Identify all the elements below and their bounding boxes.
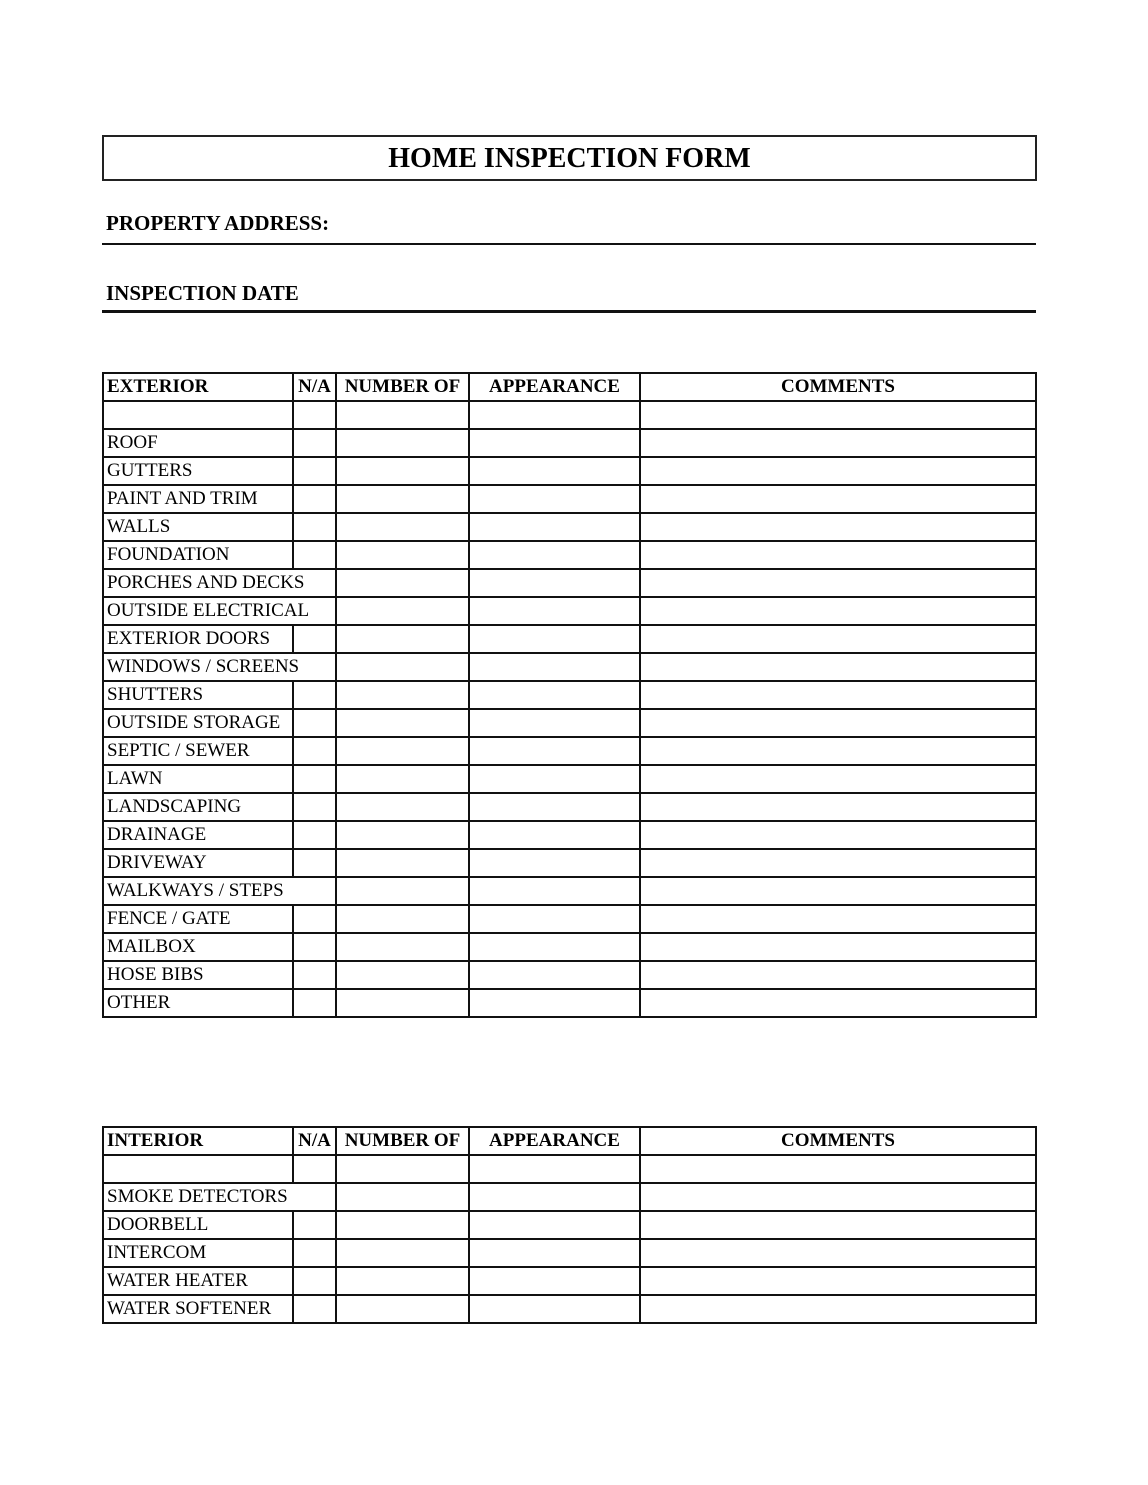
table-row: [103, 905, 1036, 933]
comments-cell[interactable]: [640, 485, 1036, 513]
table-row: [103, 485, 1036, 513]
table-row: [103, 737, 1036, 765]
number-of-cell[interactable]: [336, 1155, 469, 1183]
appearance-cell[interactable]: [469, 905, 640, 933]
na-cell[interactable]: [293, 709, 336, 737]
appearance-cell[interactable]: [469, 541, 640, 569]
appearance-cell[interactable]: [469, 625, 640, 653]
item-label: MAILBOX: [103, 933, 293, 961]
col-na-header: N/A: [293, 373, 336, 401]
appearance-cell[interactable]: [469, 401, 640, 429]
appearance-cell[interactable]: [469, 485, 640, 513]
item-label: WALKWAYS / STEPS: [103, 877, 336, 905]
appearance-cell[interactable]: [469, 429, 640, 457]
item-label: ROOF: [103, 429, 293, 457]
appearance-cell[interactable]: [469, 1295, 640, 1323]
na-cell[interactable]: [293, 1239, 336, 1267]
comments-cell[interactable]: [640, 709, 1036, 737]
number-of-cell[interactable]: [336, 737, 469, 765]
na-cell[interactable]: [293, 513, 336, 541]
na-cell[interactable]: [293, 1295, 336, 1323]
comments-cell[interactable]: [640, 877, 1036, 905]
table-row: [103, 1183, 1036, 1211]
na-cell[interactable]: [293, 989, 336, 1017]
number-of-cell[interactable]: [336, 485, 469, 513]
number-of-cell[interactable]: [336, 709, 469, 737]
table-row: [103, 1295, 1036, 1323]
appearance-cell[interactable]: [469, 933, 640, 961]
table-row: [103, 597, 1036, 625]
na-cell[interactable]: [293, 1155, 336, 1183]
item-label: PORCHES AND DECKS: [103, 569, 336, 597]
na-cell[interactable]: [293, 905, 336, 933]
appearance-cell[interactable]: [469, 765, 640, 793]
number-of-cell[interactable]: [336, 1267, 469, 1295]
comments-cell[interactable]: [640, 513, 1036, 541]
item-label: [103, 401, 293, 429]
item-label: INTERCOM: [103, 1239, 293, 1267]
item-label: SMOKE DETECTORS: [103, 1183, 336, 1211]
col-number-of-header: NUMBER OF: [336, 373, 469, 401]
inspection-date-label: INSPECTION DATE: [106, 281, 299, 305]
comments-cell[interactable]: [640, 653, 1036, 681]
table-row: [103, 513, 1036, 541]
na-cell[interactable]: [293, 625, 336, 653]
number-of-cell[interactable]: [336, 961, 469, 989]
table-row: [103, 1211, 1036, 1239]
item-label: LAWN: [103, 765, 293, 793]
appearance-cell[interactable]: [469, 877, 640, 905]
property-address-field[interactable]: [102, 211, 1036, 245]
na-cell[interactable]: [293, 849, 336, 877]
number-of-cell[interactable]: [336, 849, 469, 877]
na-cell[interactable]: [293, 821, 336, 849]
na-cell[interactable]: [293, 1211, 336, 1239]
table-row: [103, 653, 1036, 681]
appearance-cell[interactable]: [469, 709, 640, 737]
col-comments-header: COMMENTS: [640, 1127, 1036, 1155]
table-row: [103, 933, 1036, 961]
table-row: [103, 569, 1036, 597]
table-row: [103, 429, 1036, 457]
item-label: WATER HEATER: [103, 1267, 293, 1295]
table-row: [103, 709, 1036, 737]
appearance-cell[interactable]: [469, 457, 640, 485]
table-row: [103, 793, 1036, 821]
number-of-cell[interactable]: [336, 989, 469, 1017]
na-cell[interactable]: [293, 961, 336, 989]
comments-cell[interactable]: [640, 681, 1036, 709]
number-of-cell[interactable]: [336, 513, 469, 541]
comments-cell[interactable]: [640, 737, 1036, 765]
interior-header-row: [103, 1127, 1036, 1155]
number-of-cell[interactable]: [336, 569, 469, 597]
item-label: OUTSIDE STORAGE: [103, 709, 293, 737]
number-of-cell[interactable]: [336, 597, 469, 625]
comments-cell[interactable]: [640, 597, 1036, 625]
number-of-cell[interactable]: [336, 457, 469, 485]
col-appearance-header: APPEARANCE: [469, 1127, 640, 1155]
table-row: [103, 681, 1036, 709]
item-label: FENCE / GATE: [103, 905, 293, 933]
table-row: [103, 457, 1036, 485]
comments-cell[interactable]: [640, 429, 1036, 457]
item-label: SEPTIC / SEWER: [103, 737, 293, 765]
item-label: WINDOWS / SCREENS: [103, 653, 336, 681]
exterior-header-row: [103, 373, 1036, 401]
na-cell[interactable]: [293, 429, 336, 457]
number-of-cell[interactable]: [336, 905, 469, 933]
exterior-table: [102, 372, 1037, 1018]
table-row: [103, 877, 1036, 905]
item-label: DRIVEWAY: [103, 849, 293, 877]
item-label: [103, 1155, 293, 1183]
appearance-cell[interactable]: [469, 597, 640, 625]
number-of-cell[interactable]: [336, 401, 469, 429]
number-of-cell[interactable]: [336, 681, 469, 709]
comments-cell[interactable]: [640, 625, 1036, 653]
na-cell[interactable]: [293, 933, 336, 961]
property-address-underline: [102, 243, 1036, 245]
na-cell[interactable]: [293, 457, 336, 485]
number-of-cell[interactable]: [336, 765, 469, 793]
appearance-cell[interactable]: [469, 737, 640, 765]
item-label: OUTSIDE ELECTRICAL: [103, 597, 336, 625]
number-of-cell[interactable]: [336, 653, 469, 681]
table-row: [103, 401, 1036, 429]
comments-cell[interactable]: [640, 821, 1036, 849]
item-label: GUTTERS: [103, 457, 293, 485]
comments-cell[interactable]: [640, 961, 1036, 989]
table-row: [103, 625, 1036, 653]
interior-table: [102, 1126, 1037, 1324]
item-label: SHUTTERS: [103, 681, 293, 709]
appearance-cell[interactable]: [469, 569, 640, 597]
na-cell[interactable]: [293, 765, 336, 793]
table-row: [103, 821, 1036, 849]
comments-cell[interactable]: [640, 849, 1036, 877]
item-label: EXTERIOR DOORS: [103, 625, 293, 653]
table-row: [103, 541, 1036, 569]
number-of-cell[interactable]: [336, 625, 469, 653]
na-cell[interactable]: [293, 793, 336, 821]
form-title: HOME INSPECTION FORM: [388, 143, 751, 174]
item-label: OTHER: [103, 989, 293, 1017]
comments-cell[interactable]: [640, 1267, 1036, 1295]
appearance-cell[interactable]: [469, 681, 640, 709]
table-row: [103, 1239, 1036, 1267]
number-of-cell[interactable]: [336, 1211, 469, 1239]
item-label: WALLS: [103, 513, 293, 541]
appearance-cell[interactable]: [469, 653, 640, 681]
comments-cell[interactable]: [640, 1211, 1036, 1239]
comments-cell[interactable]: [640, 905, 1036, 933]
item-label: LANDSCAPING: [103, 793, 293, 821]
item-label: DOORBELL: [103, 1211, 293, 1239]
appearance-cell[interactable]: [469, 961, 640, 989]
item-label: DRAINAGE: [103, 821, 293, 849]
item-label: PAINT AND TRIM: [103, 485, 293, 513]
appearance-cell[interactable]: [469, 1267, 640, 1295]
number-of-cell[interactable]: [336, 1239, 469, 1267]
comments-cell[interactable]: [640, 989, 1036, 1017]
na-cell[interactable]: [293, 485, 336, 513]
appearance-cell[interactable]: [469, 989, 640, 1017]
col-comments-header: COMMENTS: [640, 373, 1036, 401]
na-cell[interactable]: [293, 401, 336, 429]
number-of-cell[interactable]: [336, 933, 469, 961]
item-label: HOSE BIBS: [103, 961, 293, 989]
inspection-date-field[interactable]: [102, 281, 1036, 315]
na-cell[interactable]: [293, 541, 336, 569]
number-of-cell[interactable]: [336, 541, 469, 569]
appearance-cell[interactable]: [469, 1211, 640, 1239]
appearance-cell[interactable]: [469, 849, 640, 877]
comments-cell[interactable]: [640, 1155, 1036, 1183]
appearance-cell[interactable]: [469, 821, 640, 849]
appearance-cell[interactable]: [469, 793, 640, 821]
appearance-cell[interactable]: [469, 513, 640, 541]
comments-cell[interactable]: [640, 1183, 1036, 1211]
item-label: FOUNDATION: [103, 541, 293, 569]
number-of-cell[interactable]: [336, 821, 469, 849]
item-label: WATER SOFTENER: [103, 1295, 293, 1323]
inspection-date-underline: [102, 310, 1036, 313]
na-cell[interactable]: [293, 681, 336, 709]
comments-cell[interactable]: [640, 1295, 1036, 1323]
number-of-cell[interactable]: [336, 1183, 469, 1211]
comments-cell[interactable]: [640, 569, 1036, 597]
property-address-label: PROPERTY ADDRESS:: [106, 211, 330, 235]
appearance-cell[interactable]: [469, 1155, 640, 1183]
na-cell[interactable]: [293, 1267, 336, 1295]
na-cell[interactable]: [293, 737, 336, 765]
comments-cell[interactable]: [640, 457, 1036, 485]
number-of-cell[interactable]: [336, 429, 469, 457]
appearance-cell[interactable]: [469, 1183, 640, 1211]
comments-cell[interactable]: [640, 793, 1036, 821]
number-of-cell[interactable]: [336, 793, 469, 821]
table-row: [103, 849, 1036, 877]
number-of-cell[interactable]: [336, 1295, 469, 1323]
col-na-header: N/A: [293, 1127, 336, 1155]
table-row: [103, 765, 1036, 793]
col-number-of-header: NUMBER OF: [336, 1127, 469, 1155]
comments-cell[interactable]: [640, 541, 1036, 569]
form-title-box: [102, 135, 1037, 181]
col-appearance-header: APPEARANCE: [469, 373, 640, 401]
comments-cell[interactable]: [640, 933, 1036, 961]
comments-cell[interactable]: [640, 1239, 1036, 1267]
table-row: [103, 1267, 1036, 1295]
appearance-cell[interactable]: [469, 1239, 640, 1267]
comments-cell[interactable]: [640, 765, 1036, 793]
comments-cell[interactable]: [640, 401, 1036, 429]
number-of-cell[interactable]: [336, 877, 469, 905]
table-row: [103, 961, 1036, 989]
interior-heading: INTERIOR: [103, 1127, 293, 1155]
table-row: [103, 989, 1036, 1017]
exterior-heading: EXTERIOR: [103, 373, 293, 401]
table-row: [103, 1155, 1036, 1183]
